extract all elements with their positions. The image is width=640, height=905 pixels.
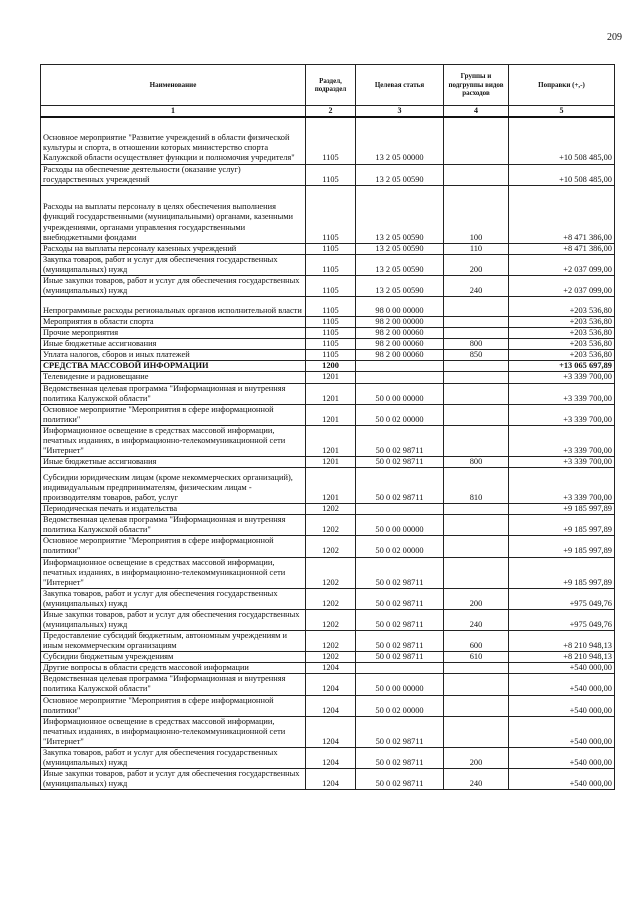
row-group: 610 xyxy=(444,652,509,663)
table-row xyxy=(41,404,615,425)
row-section: 1204 xyxy=(306,663,356,674)
row-amount: +203 536,80 xyxy=(509,317,615,328)
row-group: 200 xyxy=(444,747,509,768)
row-section: 1105 xyxy=(306,328,356,339)
row-name: Информационное освещение в средствах массовой информации, печатных изданиях, в информационно-телекоммуникационной сети "Интернет" xyxy=(41,425,306,456)
row-article: 98 2 00 00000 xyxy=(356,317,444,328)
column-number: 5 xyxy=(509,106,615,118)
row-amount: +540 000,00 xyxy=(509,747,615,768)
row-article: 13 2 05 00000 xyxy=(356,117,444,164)
row-name: Основное мероприятие "Развитие учреждений в области физической культуры и спорта, в отношении которых министерство спорта Калужской области осуществляет функции и полномочия учредителя" xyxy=(41,117,306,164)
row-article: 50 0 02 98711 xyxy=(356,425,444,456)
row-group xyxy=(444,164,509,185)
table-row xyxy=(41,117,615,164)
row-name: Телевидение и радиовещание xyxy=(41,372,306,383)
row-article: 50 0 02 98711 xyxy=(356,631,444,652)
row-article: 13 2 05 00590 xyxy=(356,243,444,254)
row-section: 1200 xyxy=(306,361,356,372)
header-row xyxy=(41,65,615,106)
row-section: 1202 xyxy=(306,652,356,663)
row-section: 1105 xyxy=(306,254,356,275)
table-row xyxy=(41,350,615,361)
row-name: Мероприятия в области спорта xyxy=(41,317,306,328)
row-article: 98 2 00 00060 xyxy=(356,339,444,350)
row-article xyxy=(356,504,444,515)
row-article: 50 0 02 98711 xyxy=(356,557,444,588)
row-amount: +203 536,80 xyxy=(509,328,615,339)
row-section: 1204 xyxy=(306,747,356,768)
table-row xyxy=(41,425,615,456)
table-row xyxy=(41,254,615,275)
row-section: 1204 xyxy=(306,769,356,790)
row-name: Ведомственная целевая программа "Информационная и внутренняя политика Калужской области" xyxy=(41,383,306,404)
row-section: 1201 xyxy=(306,383,356,404)
row-name: Информационное освещение в средствах массовой информации, печатных изданиях, в информационно-телекоммуникационной сети "Интернет" xyxy=(41,557,306,588)
row-amount: +8 471 386,00 xyxy=(509,243,615,254)
table-row xyxy=(41,383,615,404)
row-section: 1201 xyxy=(306,457,356,468)
row-amount: +3 339 700,00 xyxy=(509,383,615,404)
row-article: 50 0 02 98711 xyxy=(356,468,444,504)
header-section: Раздел, подраздел xyxy=(306,65,356,106)
row-amount: +9 185 997,89 xyxy=(509,536,615,557)
row-group: 240 xyxy=(444,769,509,790)
row-article: 50 0 02 98711 xyxy=(356,457,444,468)
row-article: 98 2 00 00060 xyxy=(356,350,444,361)
header-name: Наименование xyxy=(41,65,306,106)
row-article: 50 0 00 00000 xyxy=(356,383,444,404)
row-group xyxy=(444,557,509,588)
table-row xyxy=(41,716,615,747)
header-amount: Поправки (+,-) xyxy=(509,65,615,106)
row-group: 600 xyxy=(444,631,509,652)
row-name: Основное мероприятие "Мероприятия в сфере информационной политики" xyxy=(41,404,306,425)
row-section: 1201 xyxy=(306,404,356,425)
table-body xyxy=(41,117,615,790)
row-amount: +2 037 099,00 xyxy=(509,254,615,275)
row-amount: +3 339 700,00 xyxy=(509,468,615,504)
table-row xyxy=(41,361,615,372)
row-name: Информационное освещение в средствах массовой информации, печатных изданиях, в информационно-телекоммуникационной сети "Интернет" xyxy=(41,716,306,747)
table-row xyxy=(41,663,615,674)
table-row xyxy=(41,504,615,515)
row-group xyxy=(444,504,509,515)
header-article: Целевая статья xyxy=(356,65,444,106)
row-group: 100 xyxy=(444,185,509,243)
table-row xyxy=(41,185,615,243)
row-section: 1202 xyxy=(306,631,356,652)
row-amount: +3 339 700,00 xyxy=(509,372,615,383)
row-name: Расходы на обеспечение деятельности (оказание услуг) государственных учреждений xyxy=(41,164,306,185)
row-group xyxy=(444,404,509,425)
row-name: Иные бюджетные ассигнования xyxy=(41,339,306,350)
row-section: 1202 xyxy=(306,515,356,536)
row-amount: +203 536,80 xyxy=(509,339,615,350)
table-row xyxy=(41,747,615,768)
row-amount: +10 508 485,00 xyxy=(509,117,615,164)
row-name: Иные закупки товаров, работ и услуг для обеспечения государственных (муниципальных) нужд xyxy=(41,275,306,296)
row-name: Другие вопросы в области средств массовой информации xyxy=(41,663,306,674)
row-article: 50 0 00 00000 xyxy=(356,515,444,536)
row-amount: +9 185 997,89 xyxy=(509,557,615,588)
row-group: 240 xyxy=(444,275,509,296)
row-article: 50 0 02 98711 xyxy=(356,609,444,630)
row-amount: +3 339 700,00 xyxy=(509,404,615,425)
row-amount: +10 508 485,00 xyxy=(509,164,615,185)
row-article: 50 0 02 00000 xyxy=(356,404,444,425)
table-row xyxy=(41,674,615,695)
row-group xyxy=(444,372,509,383)
row-section: 1105 xyxy=(306,243,356,254)
row-group xyxy=(444,695,509,716)
row-name: Периодическая печать и издательства xyxy=(41,504,306,515)
row-name: Иные закупки товаров, работ и услуг для обеспечения государственных (муниципальных) нужд xyxy=(41,769,306,790)
row-name: Иные закупки товаров, работ и услуг для обеспечения государственных (муниципальных) нужд xyxy=(41,609,306,630)
row-amount: +540 000,00 xyxy=(509,716,615,747)
row-section: 1105 xyxy=(306,339,356,350)
row-group xyxy=(444,328,509,339)
row-name: Иные бюджетные ассигнования xyxy=(41,457,306,468)
row-amount: +540 000,00 xyxy=(509,695,615,716)
table-row xyxy=(41,769,615,790)
row-name: Уплата налогов, сборов и иных платежей xyxy=(41,350,306,361)
row-amount: +3 339 700,00 xyxy=(509,457,615,468)
column-number: 4 xyxy=(444,106,509,118)
table-row xyxy=(41,372,615,383)
row-article: 50 0 02 98711 xyxy=(356,716,444,747)
row-article: 98 0 00 00000 xyxy=(356,297,444,317)
row-group: 810 xyxy=(444,468,509,504)
row-name: Субсидии юридическим лицам (кроме некоммерческих организаций), индивидуальным предпринимателям, физическим лицам - производителям товаров, работ, услуг xyxy=(41,468,306,504)
table-row xyxy=(41,339,615,350)
row-name: Закупка товаров, работ и услуг для обеспечения государственных (муниципальных) нужд xyxy=(41,254,306,275)
column-number: 3 xyxy=(356,106,444,118)
row-group xyxy=(444,383,509,404)
row-amount: +13 065 697,89 xyxy=(509,361,615,372)
column-number-row xyxy=(41,106,615,118)
row-article xyxy=(356,361,444,372)
row-amount: +8 210 948,13 xyxy=(509,631,615,652)
table-row xyxy=(41,317,615,328)
row-section: 1105 xyxy=(306,350,356,361)
row-name: Основное мероприятие "Мероприятия в сфере информационной политики" xyxy=(41,695,306,716)
row-group: 850 xyxy=(444,350,509,361)
row-section: 1201 xyxy=(306,372,356,383)
table-row xyxy=(41,695,615,716)
row-name: Основное мероприятие "Мероприятия в сфере информационной политики" xyxy=(41,536,306,557)
row-amount: +540 000,00 xyxy=(509,769,615,790)
table-row xyxy=(41,328,615,339)
row-group xyxy=(444,674,509,695)
table-row xyxy=(41,588,615,609)
row-section: 1202 xyxy=(306,557,356,588)
table-row xyxy=(41,243,615,254)
row-amount: +540 000,00 xyxy=(509,674,615,695)
row-article: 50 0 02 98711 xyxy=(356,747,444,768)
row-group: 110 xyxy=(444,243,509,254)
row-article: 50 0 02 00000 xyxy=(356,695,444,716)
row-group xyxy=(444,361,509,372)
table-row xyxy=(41,609,615,630)
row-group: 240 xyxy=(444,609,509,630)
row-group xyxy=(444,536,509,557)
row-amount: +8 471 386,00 xyxy=(509,185,615,243)
row-name: Непрограммные расходы региональных органов исполнительной власти xyxy=(41,297,306,317)
row-section: 1105 xyxy=(306,164,356,185)
header-group: Группы и подгруппы видов расходов xyxy=(444,65,509,106)
row-name: Субсидии бюджетным учреждениям xyxy=(41,652,306,663)
table-row xyxy=(41,164,615,185)
row-amount: +975 049,76 xyxy=(509,588,615,609)
row-group xyxy=(444,716,509,747)
row-section: 1202 xyxy=(306,588,356,609)
table-row xyxy=(41,275,615,296)
row-group xyxy=(444,117,509,164)
row-section: 1204 xyxy=(306,695,356,716)
table-row xyxy=(41,468,615,504)
row-section: 1202 xyxy=(306,504,356,515)
row-section: 1202 xyxy=(306,536,356,557)
row-group: 800 xyxy=(444,457,509,468)
row-section: 1105 xyxy=(306,185,356,243)
row-group xyxy=(444,515,509,536)
row-name: Закупка товаров, работ и услуг для обеспечения государственных (муниципальных) нужд xyxy=(41,588,306,609)
row-article: 13 2 05 00590 xyxy=(356,254,444,275)
table-row xyxy=(41,536,615,557)
table-row xyxy=(41,557,615,588)
row-group: 200 xyxy=(444,254,509,275)
row-section: 1204 xyxy=(306,674,356,695)
row-section: 1201 xyxy=(306,425,356,456)
row-amount: +203 536,80 xyxy=(509,297,615,317)
row-name: СРЕДСТВА МАССОВОЙ ИНФОРМАЦИИ xyxy=(41,361,306,372)
row-amount: +540 000,00 xyxy=(509,663,615,674)
table-row xyxy=(41,457,615,468)
row-article: 13 2 05 00590 xyxy=(356,185,444,243)
row-name: Предоставление субсидий бюджетным, автономным учреждениям и иным некоммерческим организациям xyxy=(41,631,306,652)
page-number: 209 xyxy=(607,32,622,43)
row-section: 1105 xyxy=(306,297,356,317)
column-number: 2 xyxy=(306,106,356,118)
row-article: 50 0 00 00000 xyxy=(356,674,444,695)
table-row xyxy=(41,652,615,663)
row-section: 1105 xyxy=(306,117,356,164)
row-name: Ведомственная целевая программа "Информационная и внутренняя политика Калужской области" xyxy=(41,515,306,536)
row-name: Прочие мероприятия xyxy=(41,328,306,339)
row-section: 1105 xyxy=(306,317,356,328)
row-article: 50 0 02 00000 xyxy=(356,536,444,557)
row-article xyxy=(356,663,444,674)
budget-table xyxy=(40,64,615,790)
row-amount: +203 536,80 xyxy=(509,350,615,361)
row-section: 1201 xyxy=(306,468,356,504)
column-number: 1 xyxy=(41,106,306,118)
row-article: 50 0 02 98711 xyxy=(356,652,444,663)
row-article: 98 2 00 00060 xyxy=(356,328,444,339)
row-article: 50 0 02 98711 xyxy=(356,769,444,790)
row-article: 13 2 05 00590 xyxy=(356,164,444,185)
row-article: 13 2 05 00590 xyxy=(356,275,444,296)
row-group: 800 xyxy=(444,339,509,350)
row-article xyxy=(356,372,444,383)
row-group xyxy=(444,425,509,456)
row-amount: +975 049,76 xyxy=(509,609,615,630)
row-amount: +8 210 948,13 xyxy=(509,652,615,663)
row-amount: +2 037 099,00 xyxy=(509,275,615,296)
row-name: Расходы на выплаты персоналу казенных учреждений xyxy=(41,243,306,254)
table-row xyxy=(41,297,615,317)
row-amount: +3 339 700,00 xyxy=(509,425,615,456)
row-group xyxy=(444,297,509,317)
row-section: 1204 xyxy=(306,716,356,747)
row-group xyxy=(444,663,509,674)
row-amount: +9 185 997,89 xyxy=(509,504,615,515)
table-row xyxy=(41,631,615,652)
row-amount: +9 185 997,89 xyxy=(509,515,615,536)
row-section: 1105 xyxy=(306,275,356,296)
row-name: Расходы на выплаты персоналу в целях обеспечения выполнения функций государственными (муниципальными) органами, казенными учреждениями, органами управления государственными внебюджетными фондами xyxy=(41,185,306,243)
row-name: Ведомственная целевая программа "Информационная и внутренняя политика Калужской области" xyxy=(41,674,306,695)
row-article: 50 0 02 98711 xyxy=(356,588,444,609)
row-name: Закупка товаров, работ и услуг для обеспечения государственных (муниципальных) нужд xyxy=(41,747,306,768)
row-group xyxy=(444,317,509,328)
row-section: 1202 xyxy=(306,609,356,630)
row-group: 200 xyxy=(444,588,509,609)
table-row xyxy=(41,515,615,536)
